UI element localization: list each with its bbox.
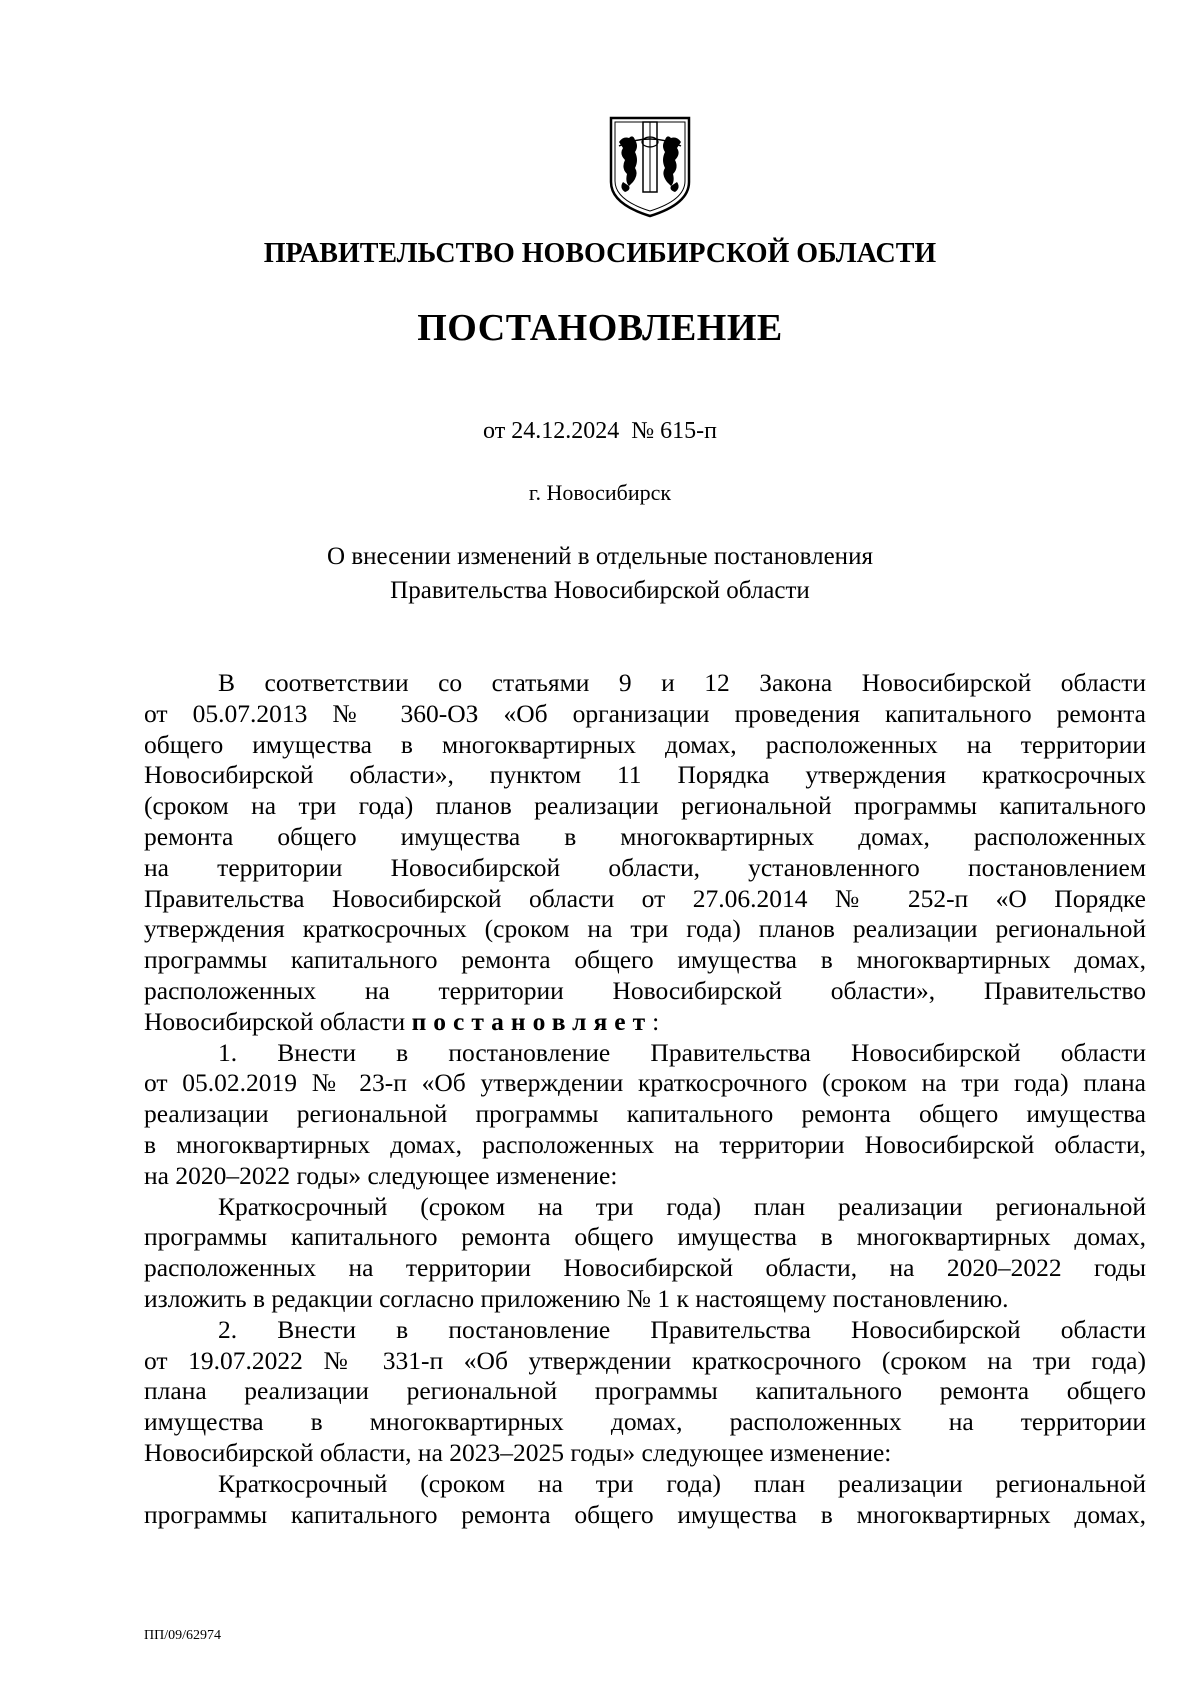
document-type: ПОСТАНОВЛЕНИЕ <box>417 307 783 349</box>
resolves-word: постановляет <box>411 1006 653 1036</box>
item-2-line: от 19.07.2022 № 331-п «Об утверждении краткосрочного (сроком на три года) <box>144 1345 1146 1375</box>
body-line: утверждения краткосрочных (сроком на три года) планов реализации региональной <box>144 914 1146 944</box>
document-date-number: от 24.12.2024 № 615-п <box>483 418 717 444</box>
item-1-change-line: Краткосрочный (сроком на три года) план реализации региональной <box>218 1191 1146 1221</box>
subject-line: О внесении изменений в отдельные постановления <box>327 543 873 570</box>
document-subject <box>0 540 1200 608</box>
item-1-line: реализации региональной программы капитального ремонта общего имущества <box>144 1099 1146 1129</box>
item-1-change-line: изложить в редакции согласно приложению № 1 к настоящему постановлению. <box>144 1283 1009 1313</box>
body-line: В соответствии со статьями 9 и 12 Закона Новосибирской области <box>218 668 1146 697</box>
item-1-change-line: программы капитального ремонта общего имущества в многоквартирных домах, <box>144 1222 1146 1252</box>
body-text: Новосибирской области <box>144 1006 412 1036</box>
footer-document-code: ПП/09/62974 <box>144 1628 221 1643</box>
item-1-line: 1. Внести в постановление Правительства Новосибирской области <box>218 1037 1146 1067</box>
body-line: программы капитального ремонта общего имущества в многоквартирных домах, <box>144 945 1146 975</box>
item-1-change-line: расположенных на территории Новосибирской области, на 2020–2022 годы <box>144 1253 1146 1283</box>
body-line: расположенных на территории Новосибирской области», Правительство <box>144 975 1146 1005</box>
body-line: ремонта общего имущества в многоквартирных домах, расположенных <box>144 821 1146 851</box>
body-line: на территории Новосибирской области, установленного постановлением <box>144 852 1146 882</box>
body-text: : <box>652 1006 660 1036</box>
coat-of-arms-icon <box>605 112 695 222</box>
government-title: ПРАВИТЕЛЬСТВО НОВОСИБИРСКОЙ ОБЛАСТИ <box>263 238 937 269</box>
item-2-line: Новосибирской области, на 2023–2025 годы» следующее изменение: <box>144 1437 892 1467</box>
item-1-line: в многоквартирных домах, расположенных на территории Новосибирской области, <box>144 1129 1146 1159</box>
body-line-resolves <box>144 1007 1146 1038</box>
item-2-line: плана реализации региональной программы капитального ремонта общего <box>144 1376 1146 1406</box>
item-2-change-line: Краткосрочный (сроком на три года) план реализации региональной <box>218 1468 1146 1498</box>
body-line: (сроком на три года) планов реализации региональной программы капитального <box>144 791 1146 821</box>
item-1-line: от 05.02.2019 № 23-п «Об утверждении краткосрочного (сроком на три года) плана <box>144 1068 1146 1098</box>
body-line: общего имущества в многоквартирных домах, расположенных на территории <box>144 729 1146 759</box>
document-body <box>144 668 1146 1530</box>
item-1-line: на 2020–2022 годы» следующее изменение: <box>144 1160 618 1190</box>
item-2-line: имущества в многоквартирных домах, расположенных на территории <box>144 1407 1146 1437</box>
body-line: Правительства Новосибирской области от 27.06.2014 № 252-п «О Порядке <box>144 883 1146 913</box>
item-2-change-line: программы капитального ремонта общего имущества в многоквартирных домах, <box>144 1499 1146 1529</box>
body-line: от 05.07.2013 № 360-ОЗ «Об организации проведения капитального ремонта <box>144 698 1146 728</box>
document-city: г. Новосибирск <box>528 480 672 505</box>
body-line: Новосибирской области», пунктом 11 Порядка утверждения краткосрочных <box>144 760 1146 790</box>
subject-line: Правительства Новосибирской области <box>390 577 810 604</box>
item-2-line: 2. Внести в постановление Правительства Новосибирской области <box>218 1314 1146 1344</box>
